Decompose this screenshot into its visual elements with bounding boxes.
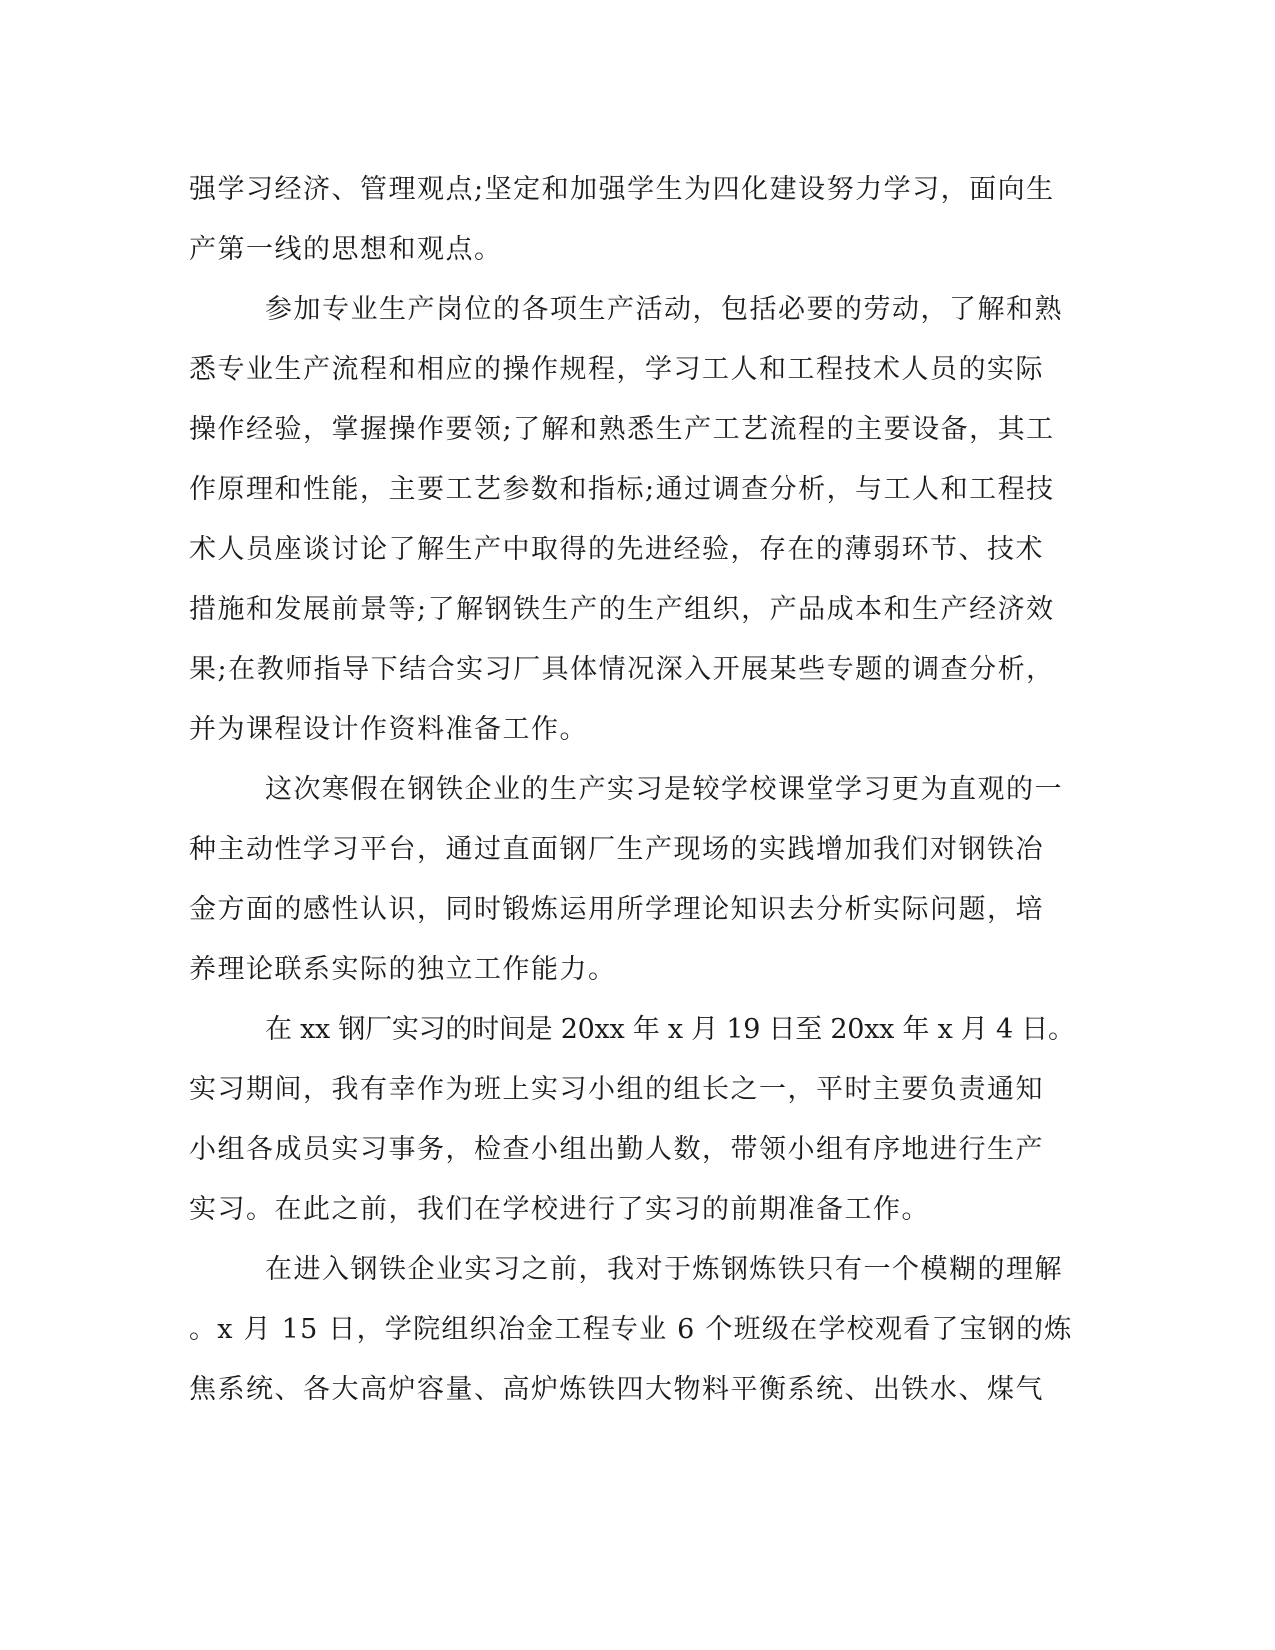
paragraph-start-line: 这次寒假在钢铁企业的生产实习是较学校课堂学习更为直观的一 <box>265 774 1063 805</box>
paragraph-start-line: 在 xx 钢厂实习的时间是 20xx 年 x 月 19 日至 20xx 年 x 月 4 日。 <box>265 1014 1075 1045</box>
text-line: 养理论联系实际的独立工作能力。 <box>189 954 617 985</box>
text-line: 措施和发展前景等;了解钢铁生产的生产组织，产品成本和生产经济效 <box>189 594 1055 625</box>
text-line: 操作经验，掌握操作要领;了解和熟悉生产工艺流程的主要设备，其工 <box>189 414 1055 445</box>
text-line: 术人员座谈讨论了解生产中取得的先进经验，存在的薄弱环节、技术 <box>189 534 1044 565</box>
text-line: 。x 月 15 日，学院组织冶金工程专业 6 个班级在学校观看了宝钢的炼 <box>189 1314 1073 1345</box>
text-line: 小组各成员实习事务，检查小组出勤人数，带领小组有序地进行生产 <box>189 1134 1044 1165</box>
text-line: 焦系统、各大高炉容量、高炉炼铁四大物料平衡系统、出铁水、煤气 <box>189 1374 1044 1405</box>
text-line: 实习。在此之前，我们在学校进行了实习的前期准备工作。 <box>189 1194 930 1225</box>
text-line: 实习期间，我有幸作为班上实习小组的组长之一，平时主要负责通知 <box>189 1074 1044 1105</box>
text-line: 并为课程设计作资料准备工作。 <box>189 714 588 745</box>
paragraph-start-line: 参加专业生产岗位的各项生产活动，包括必要的劳动，了解和熟 <box>265 294 1063 325</box>
text-line: 产第一线的思想和观点。 <box>189 234 503 265</box>
text-line: 悉专业生产流程和相应的操作规程，学习工人和工程技术人员的实际 <box>189 354 1044 385</box>
text-line: 种主动性学习平台，通过直面钢厂生产现场的实践增加我们对钢铁冶 <box>189 834 1044 865</box>
text-line: 果;在教师指导下结合实习厂具体情况深入开展某些专题的调查分析， <box>189 654 1055 685</box>
paragraph-start-line: 在进入钢铁企业实习之前，我对于炼钢炼铁只有一个模糊的理解 <box>265 1254 1063 1285</box>
text-line: 作原理和性能，主要工艺参数和指标;通过调查分析，与工人和工程技 <box>189 474 1055 505</box>
text-line: 强学习经济、管理观点;坚定和加强学生为四化建设努力学习，面向生 <box>189 174 1055 205</box>
text-line: 金方面的感性认识，同时锻炼运用所学理论知识去分析实际问题，培 <box>189 894 1044 925</box>
document-body <box>189 160 1079 1420</box>
